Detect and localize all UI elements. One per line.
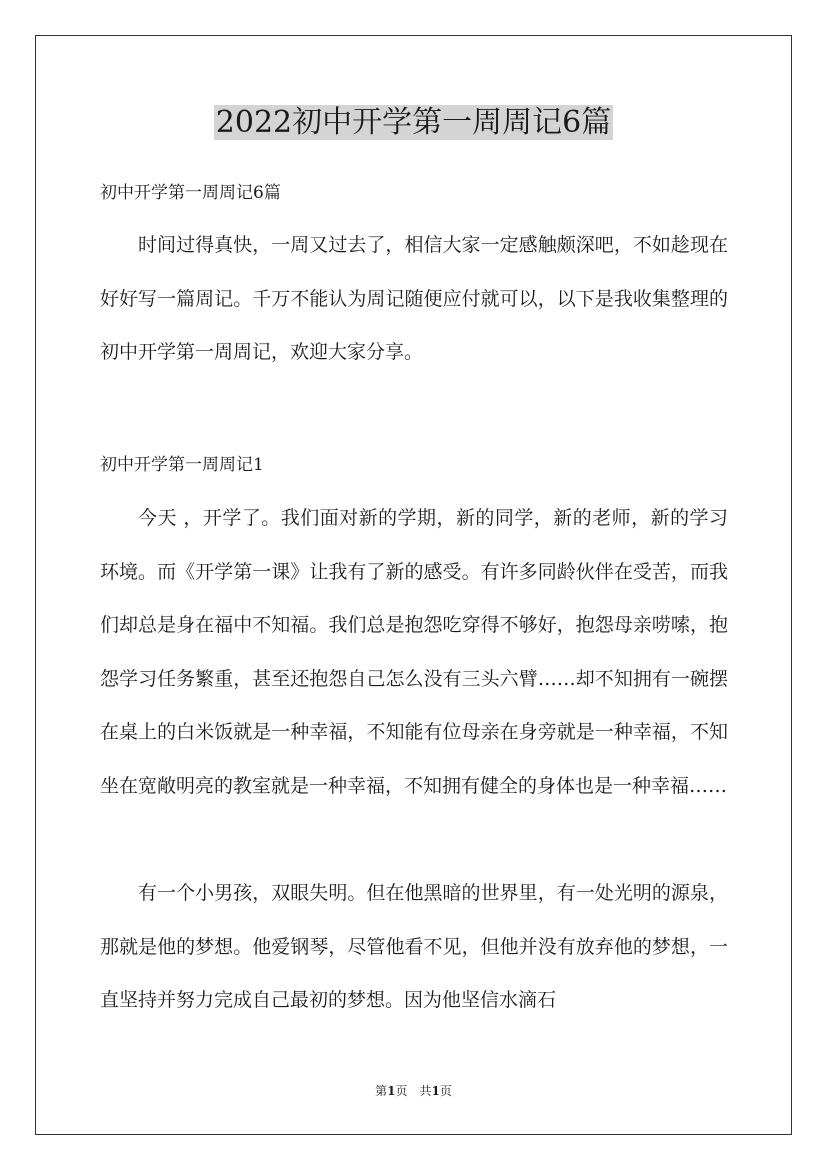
document-subtitle: 初中开学第一周周记6篇: [100, 183, 281, 203]
footer-page-prefix: 第: [375, 1084, 388, 1098]
section-heading-1: 初中开学第一周周记1: [100, 455, 264, 475]
document-title-text: 2022初中开学第一周周记6篇: [215, 105, 612, 140]
page-footer: [0, 1083, 827, 1099]
footer-page-suffix: 页: [439, 1084, 452, 1098]
footer-page-mid: 页 共: [395, 1084, 432, 1098]
intro-paragraph: 时间过得真快，一周又过去了，相信大家一定感触颇深吧，不如趁现在好好写一篇周记。千万不能认为周记随便应付就可以，以下是我收集整理的初中开学第一周周记，欢迎大家分享。: [100, 234, 728, 364]
section1-paragraph-1: 今天 ，开学了。我们面对新的学期，新的同学，新的老师，新的学习环境。而《开学第一课》让我有了新的感受。有许多同龄伙伴在受苦，而我们却总是身在福中不知福。我们总是抱怨吃穿得不够好，抱怨母亲唠嗦，抱怨学习任务繁重，甚至还抱怨自己怎么没有三头六臂……却不知拥有一碗摆在桌上的白米饭就是一种幸福，不知能有位母亲在身旁就是一种幸福，不知坐在宽敞明亮的教室就是一种幸福，不知拥有健全的身体也是一种幸福……: [100, 507, 728, 797]
document-title: [0, 103, 827, 143]
footer-page-number: 1: [387, 1084, 396, 1098]
footer-total-pages: 1: [431, 1084, 440, 1098]
section1-paragraph-2: 有一个小男孩，双眼失明。但在他黑暗的世界里，有一处光明的源泉，那就是他的梦想。他爱钢琴，尽管他看不见，但他并没有放弃他的梦想，一直坚持并努力完成自己最初的梦想。因为他坚信水滴石: [100, 882, 728, 1012]
